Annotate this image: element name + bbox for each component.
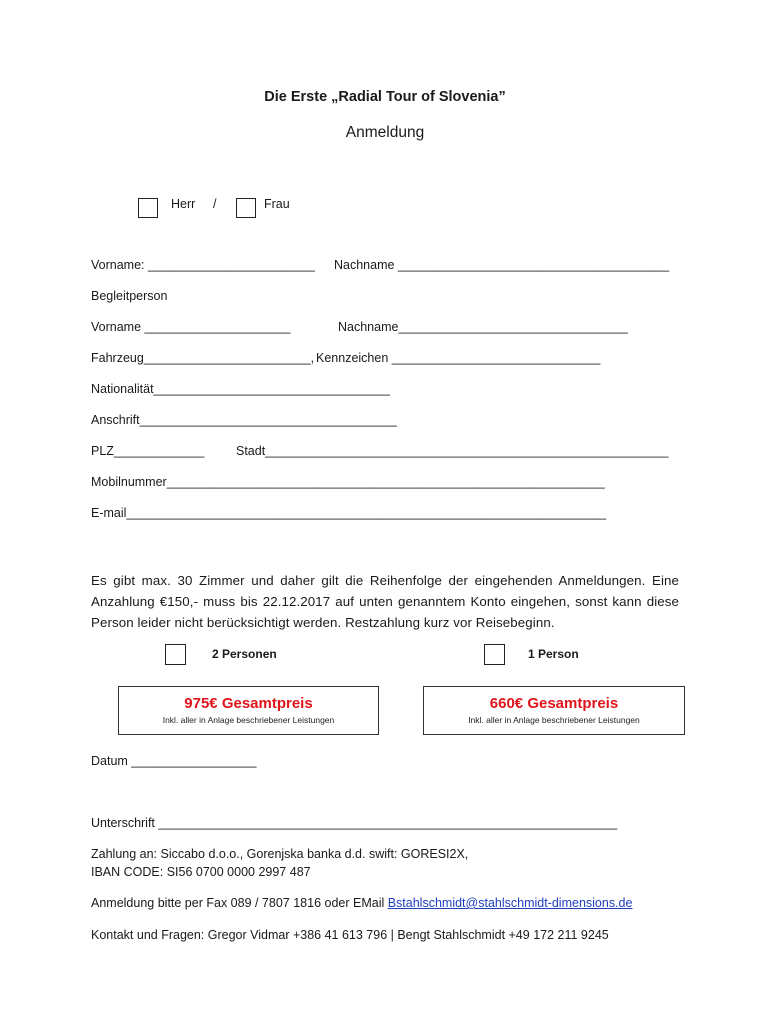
form-subtitle: Anmeldung bbox=[345, 124, 425, 141]
anschrift-field[interactable]: Anschrift_____________________________________ bbox=[91, 413, 397, 427]
payment-line-1: Zahlung an: Siccabo d.o.o., Gorenjska banka d.d. swift: GORESI2X, bbox=[91, 847, 469, 861]
datum-field[interactable]: Datum __________________ bbox=[91, 754, 257, 768]
frau-label: Frau bbox=[264, 197, 290, 211]
begleitperson-heading: Begleitperson bbox=[91, 289, 168, 303]
info-paragraph: Es gibt max. 30 Zimmer und daher gilt die Reihenfolge der eingehenden Anmeldungen. Eine Anzahlung €150,- muss bis 22.12.2017 auf unten genanntem Konto eingehen, sonst kann diese Person leider nicht berücksichtigt werden. Restzahlung kurz vor Reisebeginn. bbox=[91, 573, 679, 630]
email-field[interactable]: E-mail_____________________________________________________________________ bbox=[91, 506, 607, 520]
contact-line: Kontakt und Fragen: Gregor Vidmar +386 41 613 796 | Bengt Stahlschmidt +49 172 211 9245 bbox=[91, 928, 609, 942]
two-persons-note: Inkl. aller in Anlage beschriebener Leistungen bbox=[162, 715, 335, 725]
nachname-field[interactable]: Nachname _______________________________________ bbox=[334, 258, 670, 272]
begleit-vorname-field[interactable]: Vorname _____________________ bbox=[91, 320, 291, 334]
two-persons-checkbox[interactable] bbox=[165, 644, 186, 665]
one-person-price: 660€ Gesamtpreis bbox=[489, 695, 619, 712]
fahrzeug-field[interactable]: Fahrzeug________________________, bbox=[91, 351, 315, 365]
one-person-checkbox[interactable] bbox=[484, 644, 505, 665]
herr-label: Herr bbox=[171, 197, 196, 211]
herr-checkbox[interactable] bbox=[138, 198, 158, 218]
frau-checkbox[interactable] bbox=[236, 198, 256, 218]
salutation-separator: / bbox=[213, 197, 217, 211]
payment-line-2: IBAN CODE: SI56 0700 0000 2997 487 bbox=[91, 865, 311, 879]
registration-line bbox=[91, 896, 632, 910]
unterschrift-field[interactable]: Unterschrift __________________________________________________________________ bbox=[91, 816, 618, 830]
begleit-nachname-field[interactable]: Nachname_________________________________ bbox=[338, 320, 628, 334]
one-person-note: Inkl. aller in Anlage beschriebener Leistungen bbox=[468, 715, 640, 725]
kennzeichen-field[interactable]: Kennzeichen ______________________________ bbox=[316, 351, 601, 365]
form-title: Die Erste „Radial Tour of Slovenia” bbox=[264, 89, 506, 105]
one-person-price-box bbox=[423, 686, 685, 735]
one-person-label: 1 Person bbox=[528, 647, 579, 661]
two-persons-price: 975€ Gesamtpreis bbox=[184, 695, 313, 712]
stadt-field[interactable]: Stadt__________________________________________________________ bbox=[236, 444, 669, 458]
nationalitaet-field[interactable]: Nationalität__________________________________ bbox=[91, 382, 390, 396]
two-persons-label: 2 Personen bbox=[212, 647, 277, 661]
registration-email-link[interactable]: Bstahlschmidt@stahlschmidt-dimensions.de bbox=[387, 896, 633, 910]
vorname-field[interactable]: Vorname: ________________________ bbox=[91, 258, 315, 272]
registration-text: Anmeldung bitte per Fax 089 / 7807 1816 oder EMail bbox=[91, 896, 388, 910]
two-persons-price-box bbox=[118, 686, 379, 735]
plz-field[interactable]: PLZ_____________ bbox=[91, 444, 205, 458]
mobilnummer-field[interactable]: Mobilnummer_______________________________________________________________ bbox=[91, 475, 605, 489]
